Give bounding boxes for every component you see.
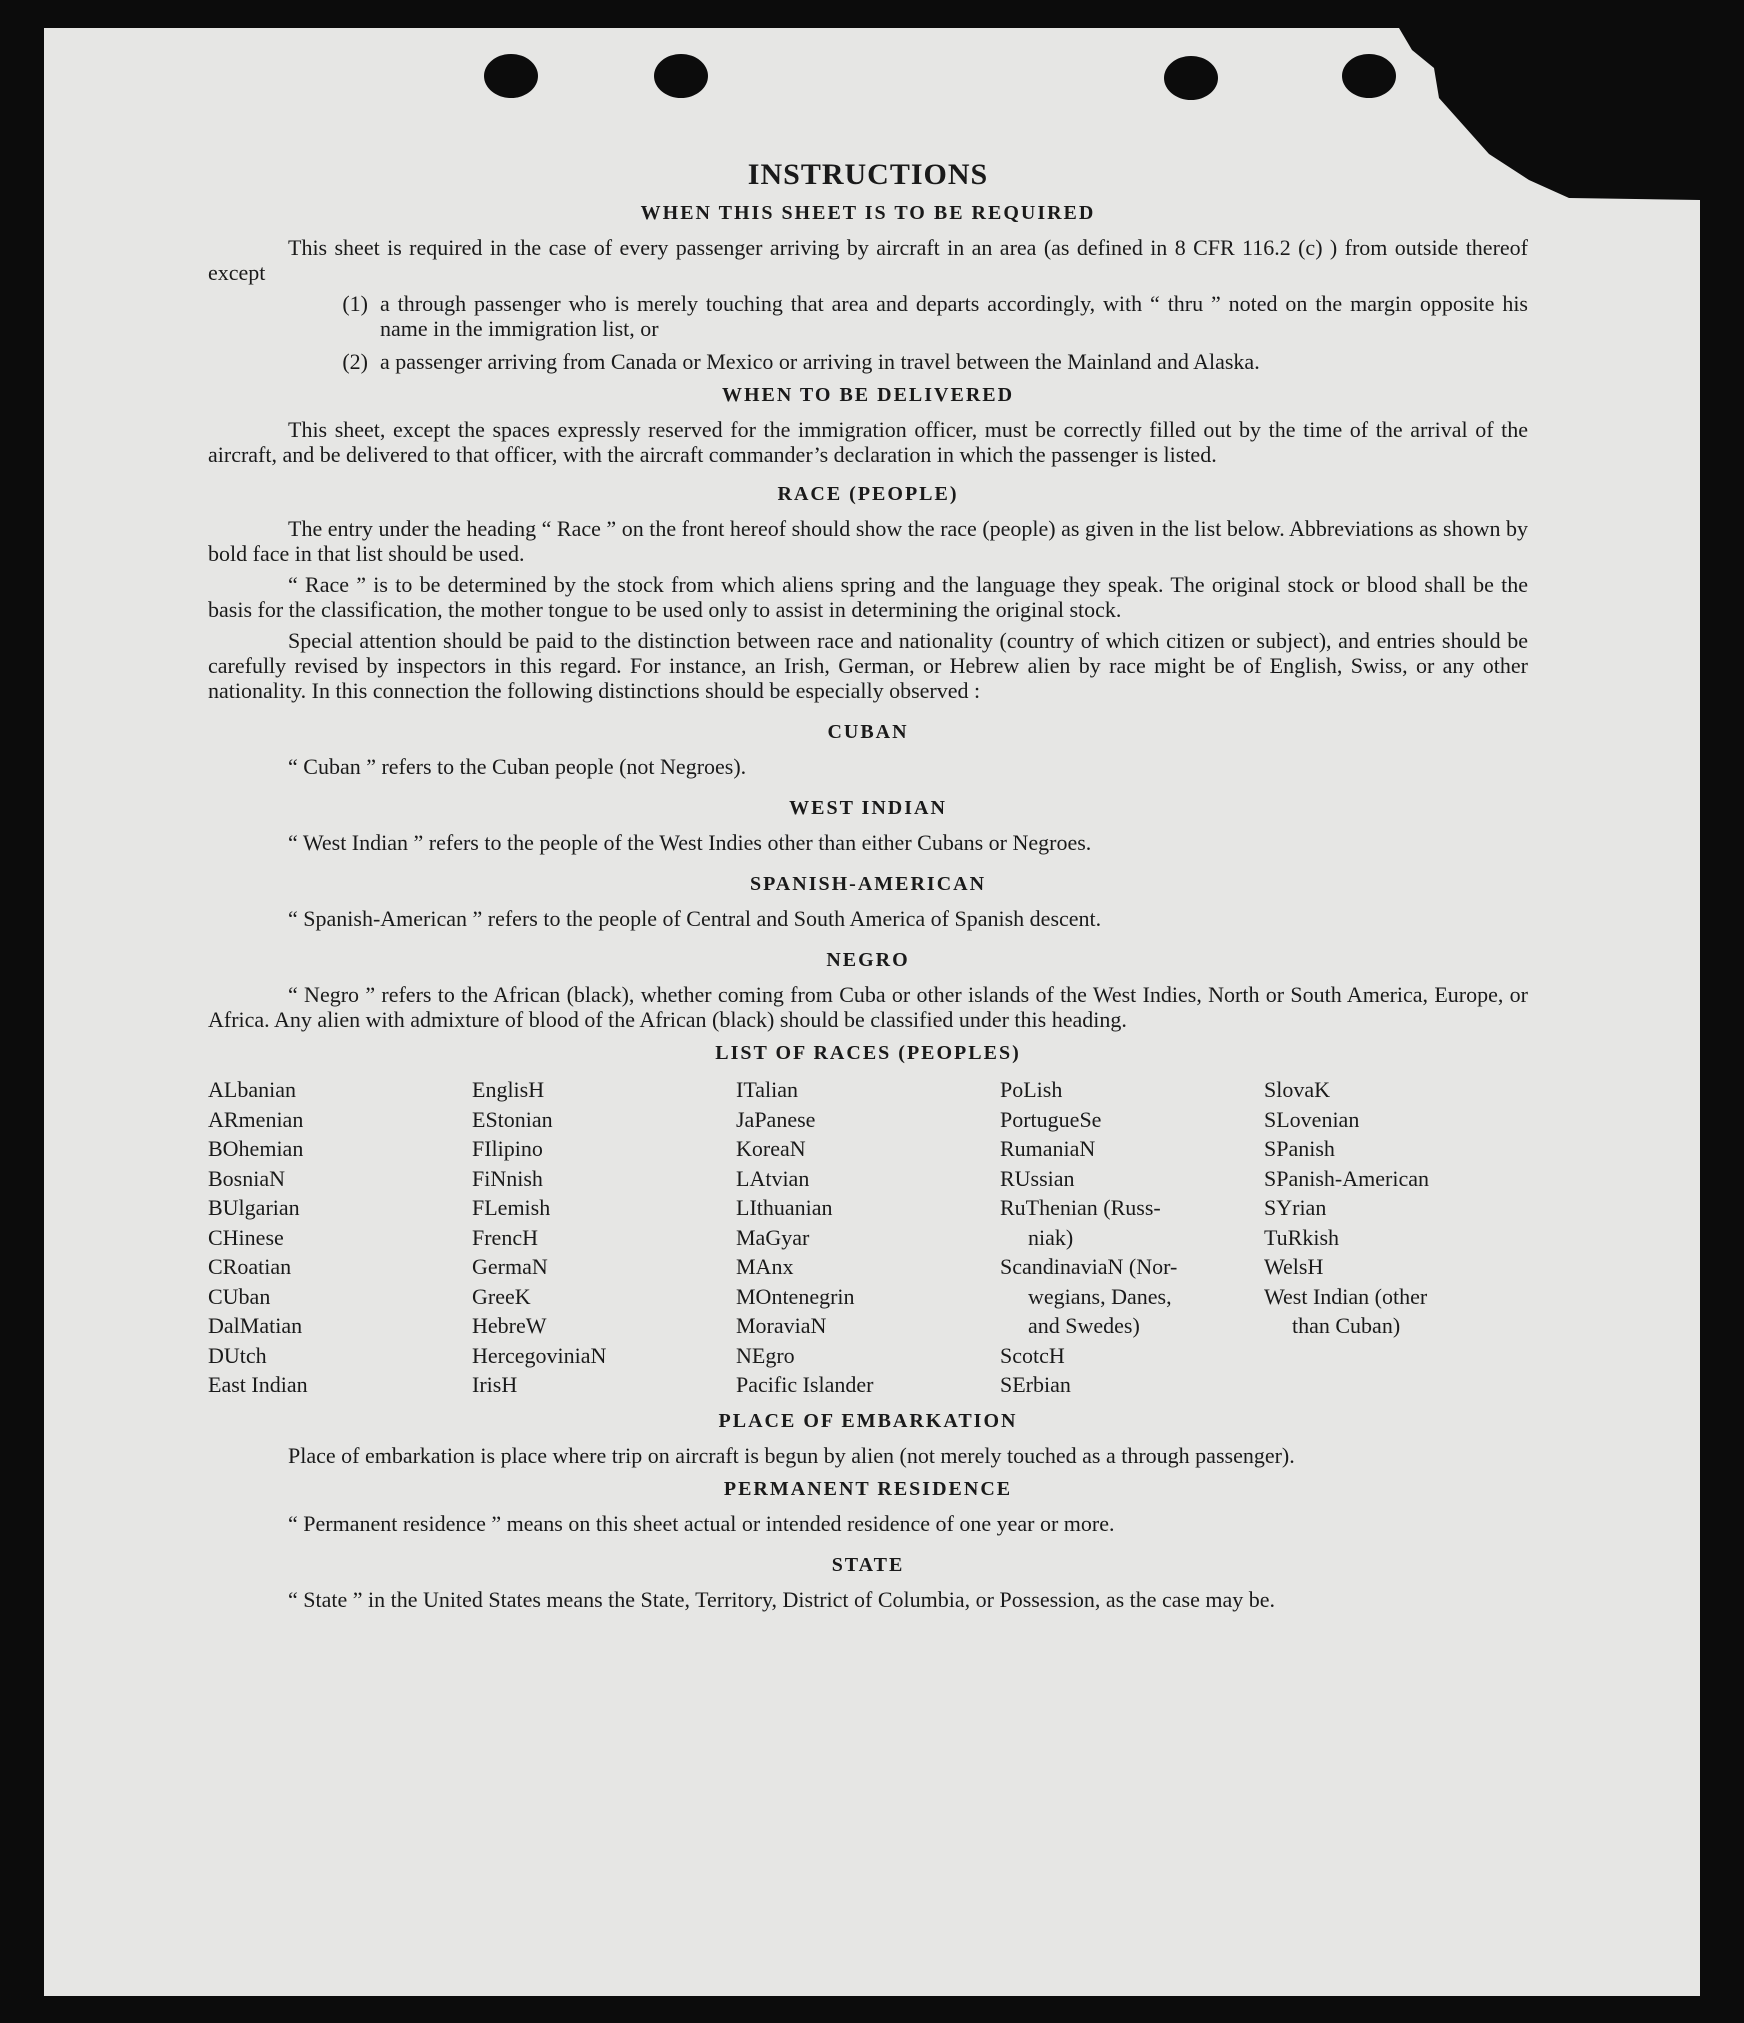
race-entry: SLovenian xyxy=(1264,1106,1360,1132)
exceptions-list xyxy=(208,291,1528,374)
punch-hole xyxy=(1164,56,1218,100)
when-required-intro: This sheet is required in the case of every passenger arriving by aircraft in an area (as defined in 8 CFR 116.2 (c) ) from outside thereof except xyxy=(208,235,1528,285)
race-entry: ARmenian xyxy=(208,1106,304,1132)
race-entry: DalMatian xyxy=(208,1313,303,1338)
race-entry: CRoatian xyxy=(208,1254,292,1279)
spanish-american-text: “ Spanish-American ” refers to the people of Central and South America of Spanish descent. xyxy=(288,906,1102,931)
race-entry: CHinese xyxy=(208,1224,284,1250)
race-entry: CUban xyxy=(208,1283,271,1309)
race-entry: GermaN xyxy=(472,1254,548,1279)
races-column-1 xyxy=(208,1075,472,1400)
race-entry: LAtvian xyxy=(736,1165,810,1191)
race-paragraph-1: The entry under the heading “ Race ” on the front hereof should show the race (people) as given in the list below. Abbreviations as shown by bold face in that list should be used. xyxy=(208,516,1528,566)
race-entry: ALbanian xyxy=(208,1077,296,1102)
punch-hole xyxy=(1342,54,1396,98)
race-entry-continued: and Swedes) xyxy=(1028,1313,1140,1338)
race-entry: TuRkish xyxy=(1264,1224,1340,1250)
race-entry: IrisH xyxy=(472,1372,518,1397)
race-entry: ScotcH xyxy=(1000,1342,1065,1368)
heading-state: STATE xyxy=(831,1553,905,1576)
punch-hole xyxy=(654,54,708,98)
list-item-number: (2) xyxy=(342,349,368,374)
race-entry: FrencH xyxy=(472,1224,538,1250)
list-item xyxy=(208,349,1528,374)
heading-when-required: WHEN THIS SHEET IS TO BE REQUIRED xyxy=(640,202,1096,224)
heading-when-delivered: WHEN TO BE DELIVERED xyxy=(721,384,1015,406)
instructions-body xyxy=(208,150,1528,1612)
race-entry: MOntenegrin xyxy=(736,1283,855,1309)
when-delivered-text: This sheet, except the spaces expressly reserved for the immigration officer, must be correctly filled out by the time of the arrival of the aircraft, and be delivered to that officer, with the aircraft commander’s declaration in which the passenger is listed. xyxy=(208,417,1528,467)
heading-west-indian: WEST INDIAN xyxy=(789,797,947,819)
race-entry: MaGyar xyxy=(736,1224,810,1250)
race-entry: EnglisH xyxy=(472,1077,545,1102)
race-entry: BUlgarian xyxy=(208,1195,300,1220)
heading-spanish-american: SPANISH-AMERICAN xyxy=(749,873,987,895)
cuban-text: “ Cuban ” refers to the Cuban people (not Negroes). xyxy=(288,754,747,779)
race-entry: JaPanese xyxy=(736,1106,816,1132)
race-entry: Pacific Islander xyxy=(736,1372,874,1397)
race-entry: ITalian xyxy=(736,1077,798,1102)
heading-races-list: LIST OF RACES (PEOPLES) xyxy=(715,1042,1021,1064)
race-entry: PoLish xyxy=(1000,1077,1063,1102)
heading-embarkation: PLACE OF EMBARKATION xyxy=(718,1409,1018,1432)
list-item xyxy=(208,291,1528,341)
race-entry: PortugueSe xyxy=(1000,1106,1102,1132)
race-entry: NEgro xyxy=(736,1342,795,1368)
races-column-4 xyxy=(1000,1075,1264,1400)
race-entry: East Indian xyxy=(208,1372,308,1397)
list-item-text: a through passenger who is merely touching that area and departs accordingly, with “ thru ” noted on the margin opposite his name in the immigration list, or xyxy=(380,291,1528,341)
race-entry: FiNnish xyxy=(472,1165,543,1191)
race-entry-continued: wegians, Danes, xyxy=(1028,1283,1172,1309)
race-entry: MAnx xyxy=(736,1254,794,1279)
list-item-text: a passenger arriving from Canada or Mexico or arriving in travel between the Mainland and Alaska. xyxy=(380,349,1260,374)
race-entry: SErbian xyxy=(1000,1372,1071,1397)
race-entry: HercegoviniaN xyxy=(472,1342,607,1368)
heading-permanent-residence: PERMANENT RESIDENCE xyxy=(723,1477,1013,1500)
race-entry: KoreaN xyxy=(736,1136,806,1161)
embarkation-text: Place of embarkation is place where trip on aircraft is begun by alien (not merely touched as a through passenger). xyxy=(288,1442,1295,1468)
negro-text: “ Negro ” refers to the African (black), whether coming from Cuba or other islands of the West Indies, North or South America, Europe, or Africa. Any alien with admixture of blood of the African (black) should be classified under this heading. xyxy=(208,982,1528,1032)
races-column-5 xyxy=(1264,1075,1528,1400)
race-entry: RuThenian (Russ- xyxy=(1000,1195,1161,1220)
races-column-2 xyxy=(472,1075,736,1400)
permanent-residence-text: “ Permanent residence ” means on this sheet actual or intended residence of one year or more. xyxy=(288,1510,1115,1536)
punch-hole xyxy=(484,54,538,98)
race-entry: DUtch xyxy=(208,1342,267,1368)
list-item-number: (1) xyxy=(342,291,368,316)
race-entry: WelsH xyxy=(1264,1254,1324,1279)
race-entry: ScandinaviaN (Nor- xyxy=(1000,1254,1178,1279)
race-entry: FLemish xyxy=(472,1195,551,1220)
race-entry: LIthuanian xyxy=(736,1195,833,1220)
heading-race: RACE (PEOPLE) xyxy=(777,483,959,505)
race-entry: RumaniaN xyxy=(1000,1136,1096,1161)
race-entry: MoraviaN xyxy=(736,1313,827,1338)
race-entry: RUssian xyxy=(1000,1165,1075,1191)
heading-cuban: CUBAN xyxy=(827,721,909,743)
races-column-3 xyxy=(736,1075,1000,1400)
race-entry: FIlipino xyxy=(472,1136,543,1161)
race-entry-continued: than Cuban) xyxy=(1292,1313,1401,1338)
race-paragraph-2: “ Race ” is to be determined by the stock from which aliens spring and the language they speak. The original stock or blood shall be the basis for the classification, the mother tongue to be used only to assist in determining the original stock. xyxy=(208,572,1528,622)
west-indian-text: “ West Indian ” refers to the people of the West Indies other than either Cubans or Negroes. xyxy=(288,830,1092,855)
race-entry: SPanish xyxy=(1264,1136,1335,1161)
races-list xyxy=(208,1075,1528,1400)
race-entry: HebreW xyxy=(472,1313,547,1338)
race-entry: GreeK xyxy=(472,1283,531,1309)
race-entry: SPanish-American xyxy=(1264,1165,1429,1191)
heading-negro: NEGRO xyxy=(826,949,910,971)
state-text: “ State ” in the United States means the State, Territory, District of Columbia, or Possession, as the case may be. xyxy=(288,1586,1276,1612)
race-entry: West Indian (other xyxy=(1264,1283,1428,1309)
race-entry: SYrian xyxy=(1264,1195,1327,1220)
page-title: INSTRUCTIONS xyxy=(747,158,989,191)
race-entry: SlovaK xyxy=(1264,1077,1330,1102)
race-paragraph-3: Special attention should be paid to the distinction between race and nationality (country of which citizen or subject), and entries should be carefully revised by inspectors in this regard. For instance, an Irish, German, or Hebrew alien by race might be of English, Swiss, or any other nationality. In this connection the following distinctions should be especially observed : xyxy=(208,628,1528,703)
race-entry-continued: niak) xyxy=(1028,1224,1074,1250)
race-entry: EStonian xyxy=(472,1106,553,1132)
race-entry: BOhemian xyxy=(208,1136,304,1161)
race-entry: BosniaN xyxy=(208,1165,285,1191)
